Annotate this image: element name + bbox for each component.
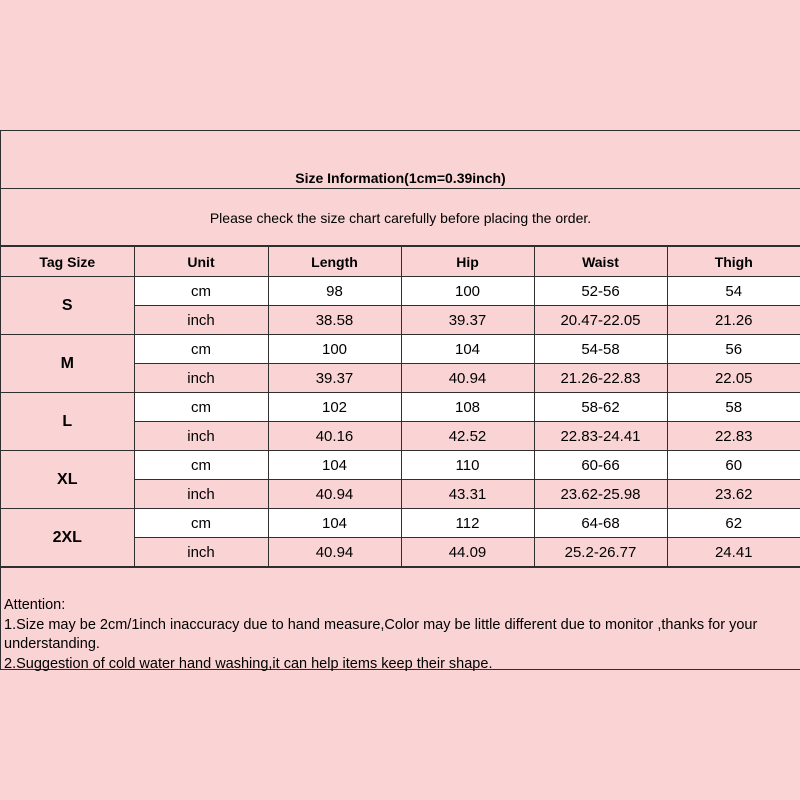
attention-notes: [1, 567, 800, 674]
unit-cell: inch: [134, 364, 268, 393]
measurement-cell: 58: [667, 393, 800, 422]
tag-size-cell: S: [1, 277, 134, 335]
measurement-cell: 56: [667, 335, 800, 364]
header-hip: Hip: [401, 247, 534, 277]
attention-line-1: 1.Size may be 2cm/1inch inaccuracy due to hand measure,Color may be little different due to monitor ,thanks for your understanding.: [4, 616, 758, 652]
measurement-cell: 104: [268, 451, 401, 480]
table-row: [1, 509, 800, 538]
measurement-cell: 54-58: [534, 335, 667, 364]
unit-cell: inch: [134, 306, 268, 335]
measurement-cell: 25.2-26.77: [534, 538, 667, 567]
measurement-cell: 58-62: [534, 393, 667, 422]
measurement-cell: 52-56: [534, 277, 667, 306]
measurement-cell: 108: [401, 393, 534, 422]
header-waist: Waist: [534, 247, 667, 277]
measurement-cell: 22.83-24.41: [534, 422, 667, 451]
unit-cell: cm: [134, 335, 268, 364]
header-thigh: Thigh: [667, 247, 800, 277]
measurement-cell: 102: [268, 393, 401, 422]
measurement-cell: 23.62-25.98: [534, 480, 667, 509]
size-table: [1, 246, 800, 567]
tag-size-cell: L: [1, 393, 134, 451]
tag-size-cell: 2XL: [1, 509, 134, 567]
table-row: [1, 335, 800, 364]
measurement-cell: 22.05: [667, 364, 800, 393]
measurement-cell: 24.41: [667, 538, 800, 567]
measurement-cell: 44.09: [401, 538, 534, 567]
tag-size-cell: XL: [1, 451, 134, 509]
measurement-cell: 38.58: [268, 306, 401, 335]
size-chart: [0, 130, 800, 670]
measurement-cell: 22.83: [667, 422, 800, 451]
measurement-cell: 100: [268, 335, 401, 364]
title-row: [1, 131, 800, 189]
measurement-cell: 112: [401, 509, 534, 538]
measurement-cell: 21.26: [667, 306, 800, 335]
unit-cell: cm: [134, 277, 268, 306]
measurement-cell: 23.62: [667, 480, 800, 509]
measurement-cell: 39.37: [268, 364, 401, 393]
measurement-cell: 40.94: [401, 364, 534, 393]
measurement-cell: 110: [401, 451, 534, 480]
header-unit: Unit: [134, 247, 268, 277]
table-row: [1, 277, 800, 306]
measurement-cell: 60-66: [534, 451, 667, 480]
unit-cell: cm: [134, 509, 268, 538]
table-row: [1, 451, 800, 480]
measurement-cell: 98: [268, 277, 401, 306]
unit-cell: cm: [134, 393, 268, 422]
measurement-cell: 104: [268, 509, 401, 538]
measurement-cell: 42.52: [401, 422, 534, 451]
measurement-cell: 62: [667, 509, 800, 538]
measurement-cell: 40.94: [268, 480, 401, 509]
measurement-cell: 39.37: [401, 306, 534, 335]
measurement-cell: 20.47-22.05: [534, 306, 667, 335]
attention-line-2: 2.Suggestion of cold water hand washing,it can help items keep their shape.: [4, 655, 493, 672]
chart-note: Please check the size chart carefully before placing the order.: [209, 210, 592, 226]
chart-title: Size Information(1cm=0.39inch): [295, 170, 506, 186]
measurement-cell: 43.31: [401, 480, 534, 509]
unit-cell: cm: [134, 451, 268, 480]
unit-cell: inch: [134, 480, 268, 509]
measurement-cell: 40.16: [268, 422, 401, 451]
measurement-cell: 54: [667, 277, 800, 306]
measurement-cell: 60: [667, 451, 800, 480]
measurement-cell: 21.26-22.83: [534, 364, 667, 393]
unit-cell: inch: [134, 538, 268, 567]
table-row: [1, 393, 800, 422]
attention-heading: Attention:: [4, 597, 66, 613]
measurement-cell: 100: [401, 277, 534, 306]
table-header-row: [1, 247, 800, 277]
note-row: [1, 189, 800, 246]
measurement-cell: 40.94: [268, 538, 401, 567]
unit-cell: inch: [134, 422, 268, 451]
header-tag-size: Tag Size: [1, 247, 134, 277]
tag-size-cell: M: [1, 335, 134, 393]
measurement-cell: 104: [401, 335, 534, 364]
header-length: Length: [268, 247, 401, 277]
measurement-cell: 64-68: [534, 509, 667, 538]
size-table-body: [1, 277, 800, 567]
